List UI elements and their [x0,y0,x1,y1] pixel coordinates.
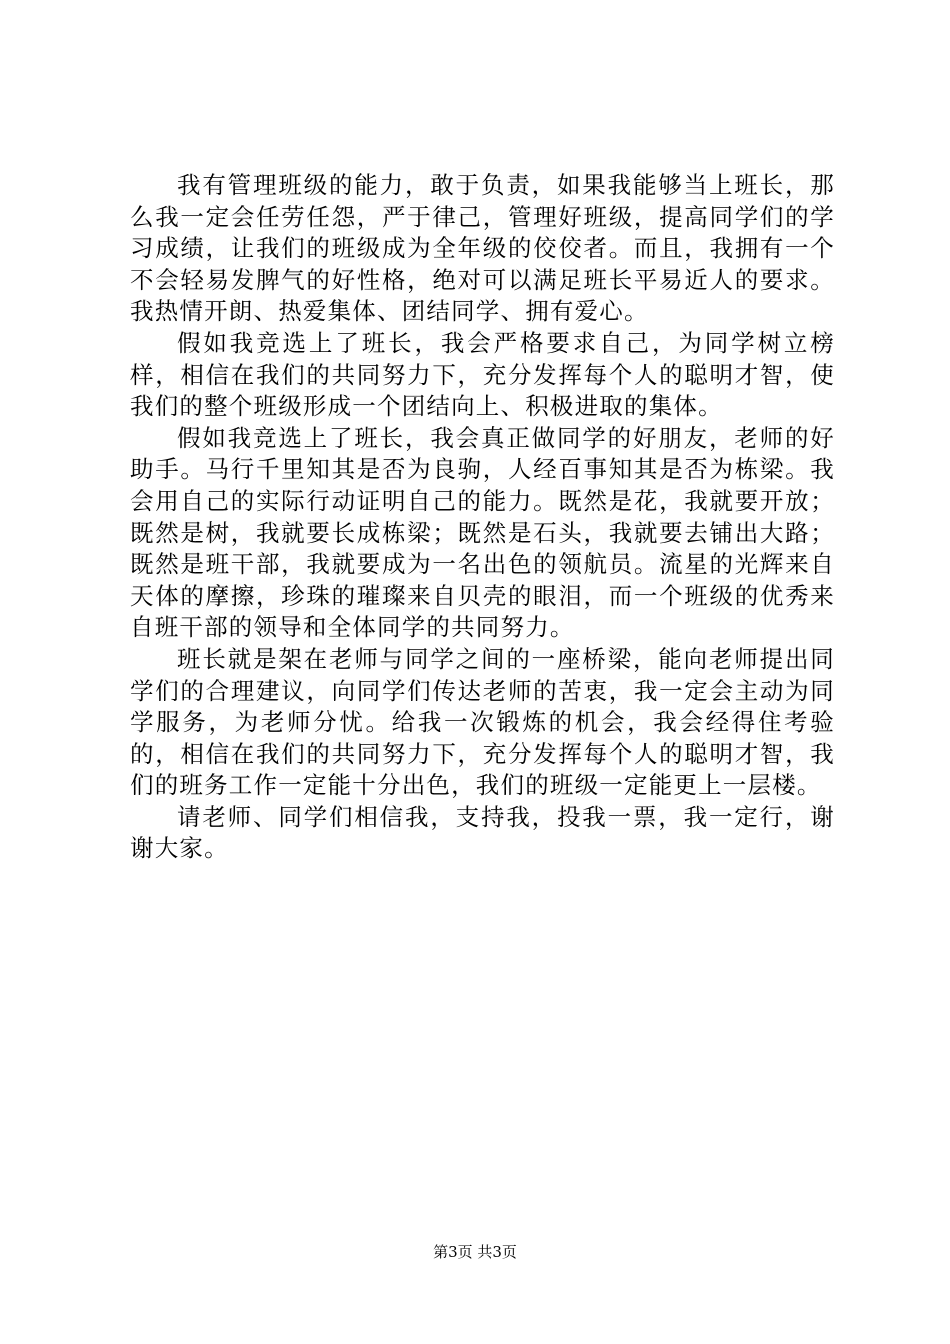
paragraph: 假如我竞选上了班长，我会真正做同学的好朋友，老师的好助手。马行千里知其是否为良驹，人经百事知其是否为栋梁。我会用自己的实际行动证明自己的能力。既然是花，我就要开放；既然是树，我就要长成栋梁；既然是石头，我就要去铺出大路；既然是班干部，我就要成为一名出色的领航员。流星的光辉来自天体的摩擦，珍珠的璀璨来自贝壳的眼泪，而一个班级的优秀来自班干部的领导和全体同学的共同努力。 [130,423,835,642]
page-footer: 第3页 共3页 [433,1243,517,1261]
paragraph: 假如我竞选上了班长，我会严格要求自己，为同学树立榜样，相信在我们的共同努力下，充分发挥每个人的聪明才智，使我们的整个班级形成一个团结向上、积极进取的集体。 [130,328,835,421]
body-text [130,170,835,865]
paragraph: 请老师、同学们相信我，支持我，投我一票，我一定行，谢谢大家。 [130,802,835,863]
paragraph: 班长就是架在老师与同学之间的一座桥梁，能向老师提出同学们的合理建议，向同学们传达老师的苦衷，我一定会主动为同学服务，为老师分忧。给我一次锻炼的机会，我会经得住考验的，相信在我们的共同努力下，充分发挥每个人的聪明才智，我们的班务工作一定能十分出色，我们的班级一定能更上一层楼。 [130,644,835,800]
paragraph: 我有管理班级的能力，敢于负责，如果我能够当上班长，那么我一定会任劳任怨，严于律己，管理好班级，提高同学们的学习成绩，让我们的班级成为全年级的佼佼者。而且，我拥有一个不会轻易发脾气的好性格，绝对可以满足班长平易近人的要求。我热情开朗、热爱集体、团结同学、拥有爱心。 [130,171,835,326]
